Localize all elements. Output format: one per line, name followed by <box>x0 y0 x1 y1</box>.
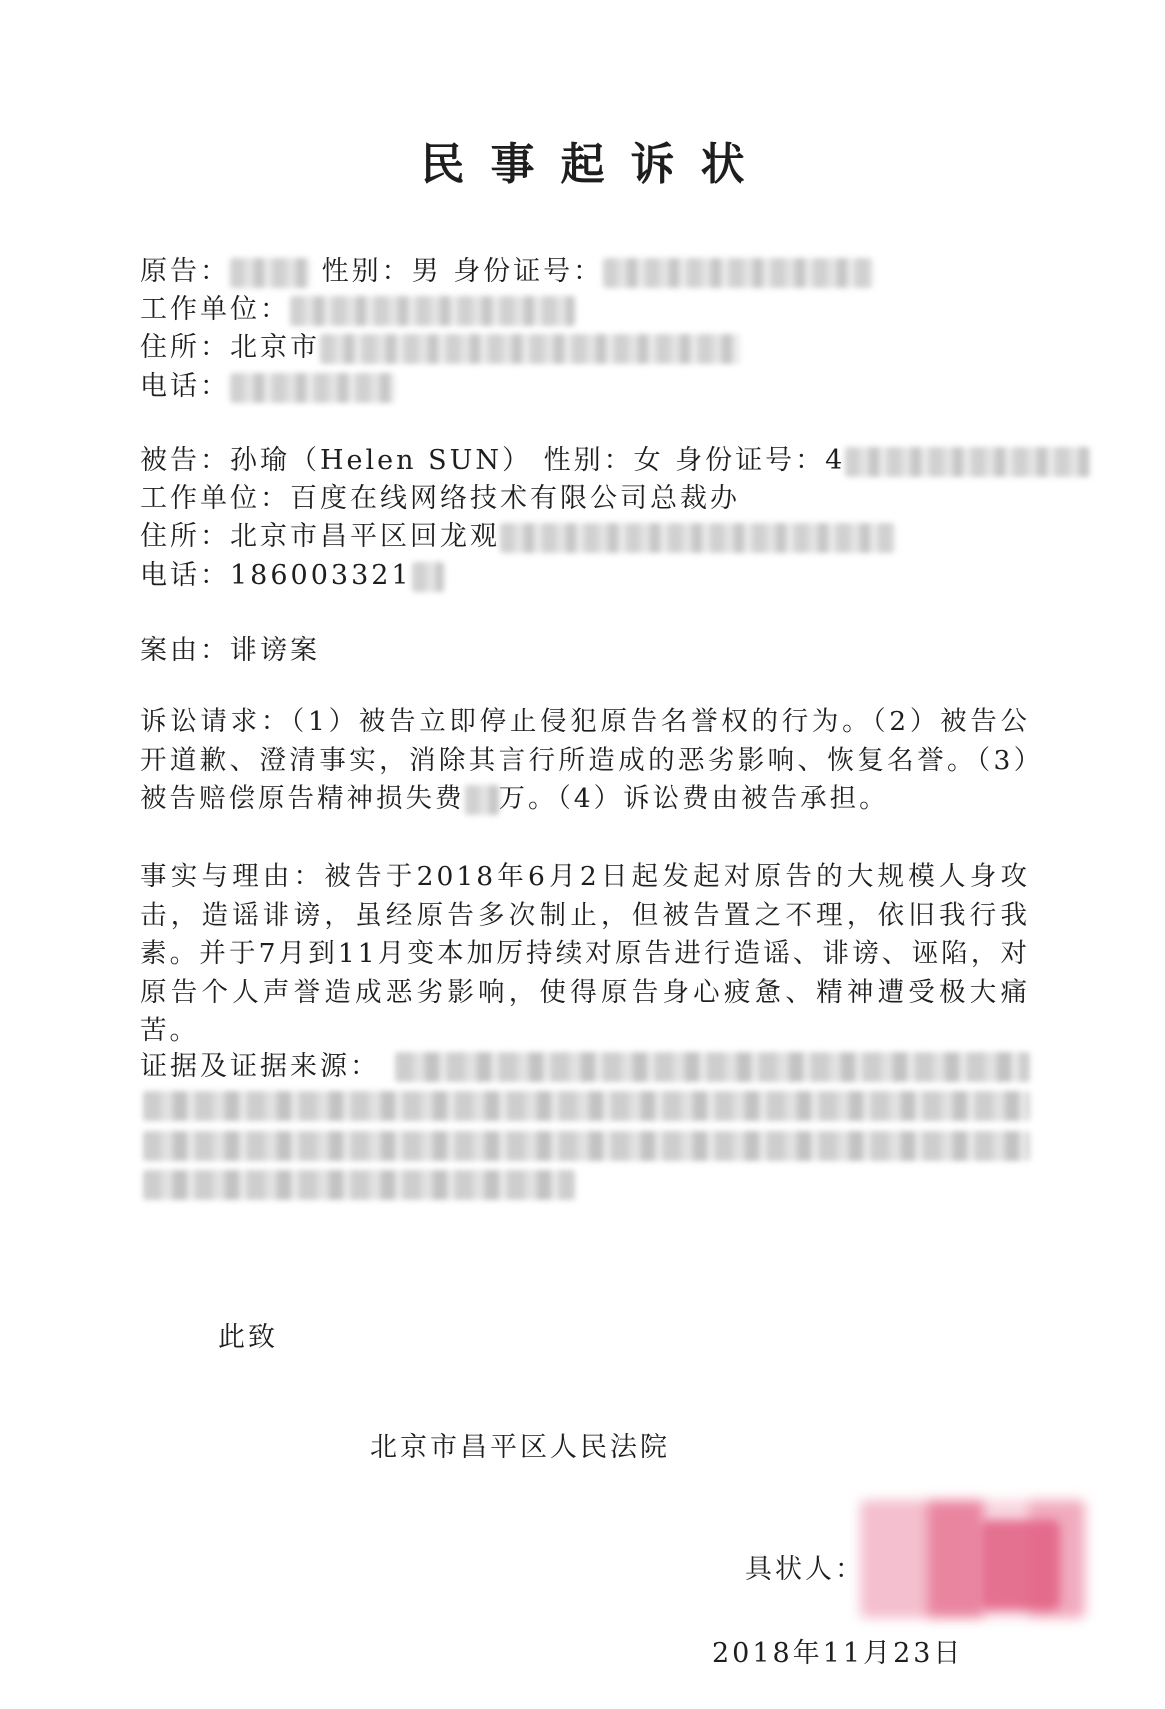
defendant-work: 工作单位：百度在线网络技术有限公司总裁办 <box>140 483 740 514</box>
plaintiff-phone-line <box>140 369 395 405</box>
cause-of-action: 案由：诽谤案 <box>140 635 320 666</box>
defendant-info: 被告：孙瑜（Helen SUN） 性别：女 身份证号：4 <box>140 445 846 476</box>
court-name: 北京市昌平区人民法院 <box>370 1432 670 1463</box>
defendant-phone-line <box>140 558 444 594</box>
plaintiff-id-label: 身份证号： <box>453 256 604 287</box>
redacted-phone <box>230 373 395 403</box>
redacted-evidence-3 <box>143 1131 1030 1161</box>
evidence-label: 证据及证据来源： <box>140 1051 380 1082</box>
document-title: 民事起诉状 <box>420 139 771 190</box>
redacted-defendant-id <box>845 447 1090 477</box>
defendant-address-line <box>140 519 895 555</box>
plaintiff-gender: 性别：男 <box>321 256 442 287</box>
defendant-address: 住所：北京市昌平区回龙观 <box>140 521 500 552</box>
redacted-name <box>230 258 310 288</box>
plaintiff-work-line <box>140 292 575 328</box>
plaintiff-work-label: 工作单位： <box>140 294 290 325</box>
plaintiff-address-line <box>140 330 740 366</box>
closing-salutation: 此致 <box>218 1322 278 1353</box>
document-date: 2018年11月23日 <box>712 1638 964 1669</box>
signer-label: 具状人： <box>745 1554 865 1585</box>
redacted-evidence-1 <box>395 1052 1030 1082</box>
redacted-id <box>603 258 873 288</box>
redacted-work <box>290 296 575 326</box>
facts-paragraph: 事实与理由：被告于2018年6月2日起发起对原告的大规模人身攻击，造谣诽谤，虽经原告多次制止，但被告置之不理，依旧我行我素。并于7月到11月变本加厉持续对原告进行造谣、诽谤、诬陷，对原告个人声誉造成恶劣影响，使得原告身心疲惫、精神遭受极大痛苦。 <box>140 861 1030 1046</box>
claims-paragraph <box>140 703 1030 819</box>
evidence-line <box>140 1049 380 1085</box>
redacted-evidence-2 <box>143 1091 1030 1121</box>
plaintiff-phone-label: 电话： <box>140 371 230 402</box>
redacted-address <box>320 334 740 364</box>
claims-part1: 诉讼请求：（1）被告立即停止侵犯原告名誉权的行为。（2）被告公开道歉、澄清事实，消除其言行所造成的恶劣影响、恢复名誉。（3）被告赔偿原告精神损失费 <box>140 706 1030 814</box>
plaintiff-line <box>140 254 873 290</box>
plaintiff-label: 原告： <box>140 256 230 287</box>
defendant-phone: 电话：186003321 <box>140 560 412 591</box>
redacted-amount <box>465 785 499 815</box>
redacted-phone-tail <box>412 562 444 592</box>
plaintiff-address-label: 住所：北京市 <box>140 332 320 363</box>
redacted-defendant-address <box>500 523 895 553</box>
signature-seal-stamp <box>980 1520 1060 1610</box>
redacted-evidence-4 <box>143 1170 575 1200</box>
claims-part2: 万。（4）诉讼费由被告承担。 <box>498 783 889 814</box>
defendant-line <box>140 443 1090 479</box>
